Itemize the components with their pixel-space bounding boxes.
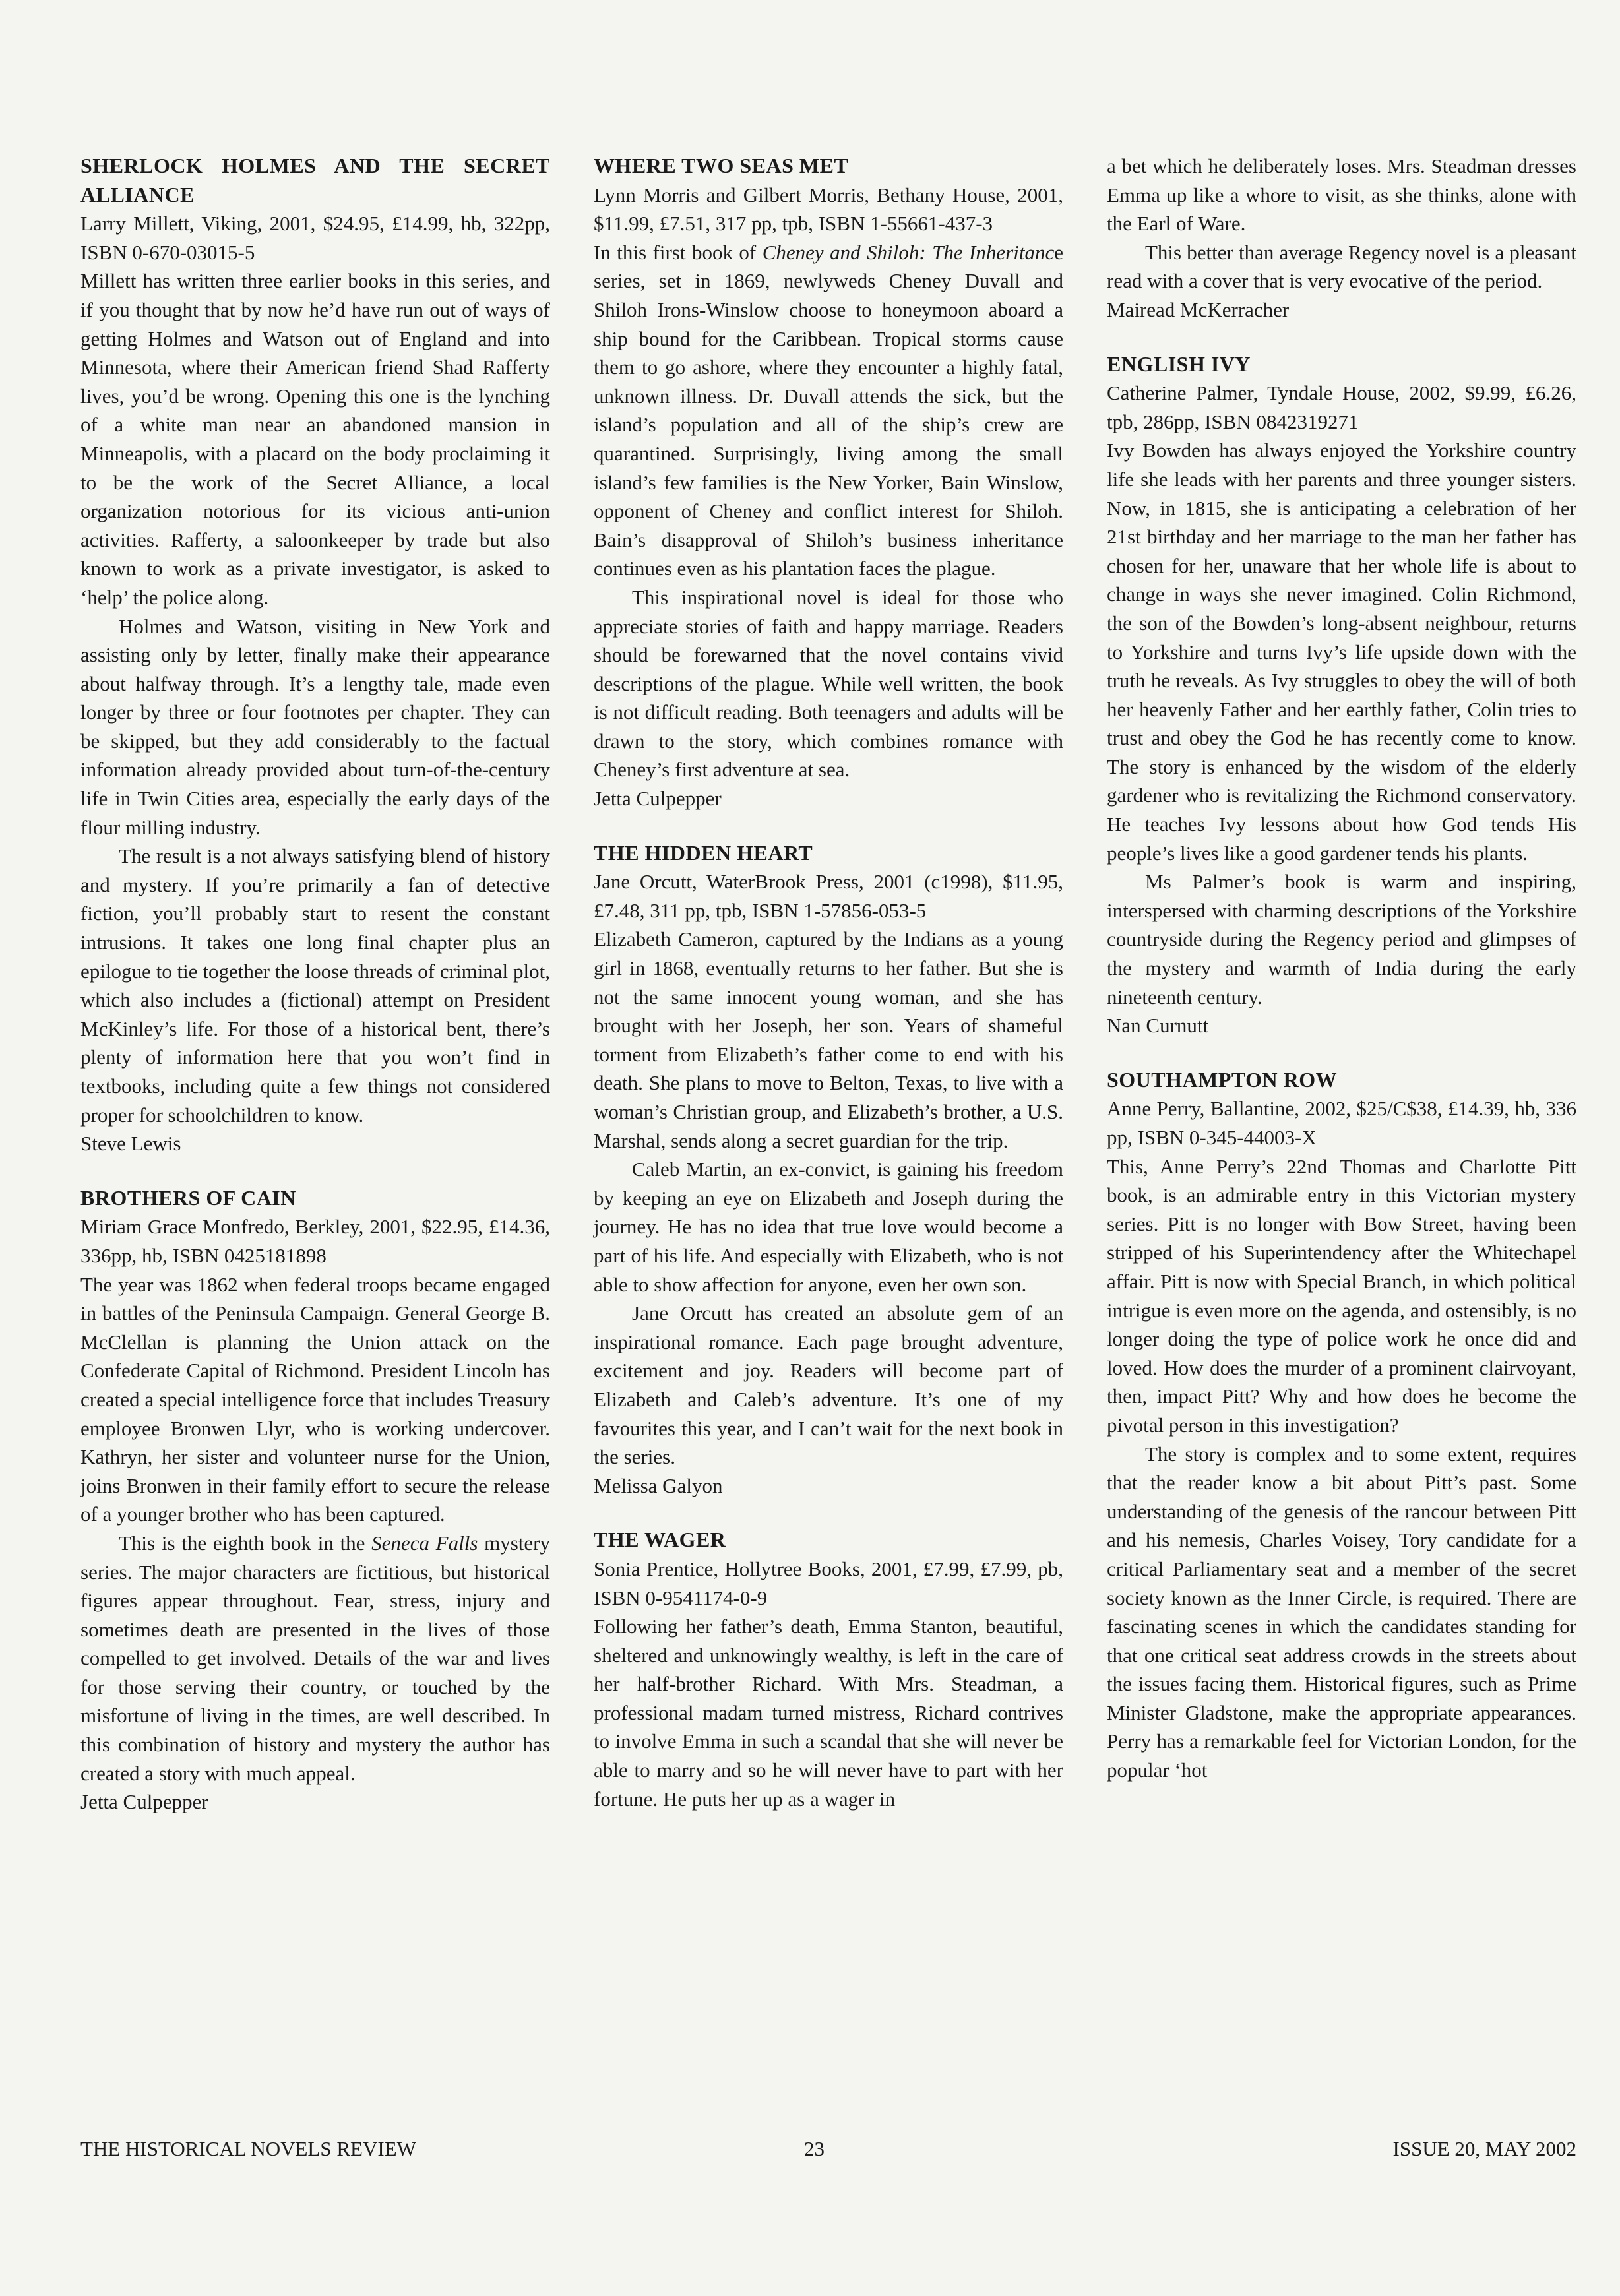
review-biblio: Lynn Morris and Gilbert Morris, Bethany House, 2001, $11.99, £7.51, 317 pp, tpb, ISBN 1-55661-437-3 xyxy=(594,183,1063,235)
review-title: BROTHERS OF CAIN xyxy=(80,1185,296,1210)
review-paragraph: This better than average Regency novel is a pleasant read with a cover that is very evocative of the period. xyxy=(1107,240,1576,293)
review-the-wager-continued xyxy=(1107,152,1576,325)
review-paragraph: The result is a not always satisfying blend of history and mystery. If you’re primarily a fan of detective fiction, you’ll probably start to resent the constant intrusions. It takes one long final chapter plus an epilogue to tie together the loose threads of criminal plot, which also includes a (fictional) attempt on President McKinley’s life. For those of a historical bent, there’s plenty of information here that you won’t find in textbooks, including quite a few things not considered proper for schoolchildren to know. xyxy=(80,844,550,1127)
review-the-hidden-heart xyxy=(594,839,1063,1501)
review-paragraph: a bet which he deliberately loses. Mrs. Steadman dresses Emma up like a whore to visit, as she thinks, alone with the Earl of Ware. xyxy=(1107,154,1576,235)
review-biblio: Miriam Grace Monfredo, Berkley, 2001, $22.95, £14.36, 336pp, hb, ISBN 0425181898 xyxy=(80,1215,550,1267)
reviewer-name: Steve Lewis xyxy=(80,1132,181,1156)
series-title: Cheney and Shiloh: The Inheritanc xyxy=(762,240,1055,264)
publication-name: THE HISTORICAL NOVELS REVIEW xyxy=(80,2137,416,2160)
text-run: mystery series. The major characters are fictitious, but historical figures appear throughout. Fear, stress, injury and sometimes death are presented in the lives of those compelled to get involved. Details of the war and lives for those serving their country, or touched by the misfortune of living in the times, are well described. In this combination of history and mystery the author has created a story with much appeal. xyxy=(80,1531,550,1785)
review-title: THE HIDDEN HEART xyxy=(594,840,813,865)
reviewer-name: Melissa Galyon xyxy=(594,1474,723,1497)
reviewer-name: Jetta Culpepper xyxy=(80,1790,208,1814)
text-run: This is the eighth book in the xyxy=(119,1531,372,1555)
review-paragraph xyxy=(594,238,1063,583)
review-the-wager xyxy=(594,1526,1063,1813)
reviewer-name: Nan Curnutt xyxy=(1107,1014,1209,1038)
text-run: e series, set in 1869, newlyweds Cheney Duvall and Shiloh Irons-Winslow choose to honeymoon aboard a ship bound for the Caribbean. Tropical storms cause them to go ashore, where they encounter a highly fatal, unknown illness. Dr. Duvall attends the sick, but the island’s population and all of the ship’s crew are quarantined. Surprisingly, living among the small island’s few families is the New Yorker, Bain Winslow, opponent of Cheney and conflict interest for Shiloh. Bain’s disapproval of Shiloh’s business inheritance continues even as his plantation faces the plague. xyxy=(594,240,1063,580)
review-title: SHERLOCK HOLMES AND THE SECRET ALLIANCE xyxy=(80,154,550,206)
review-english-ivy xyxy=(1107,350,1576,1040)
review-title: SOUTHAMPTON ROW xyxy=(1107,1067,1338,1092)
review-biblio: Anne Perry, Ballantine, 2002, $25/C$38, £14.39, hb, 336 pp, ISBN 0-345-44003-X xyxy=(1107,1097,1576,1149)
review-paragraph: Ivy Bowden has always enjoyed the Yorkshire country life she leads with her parents and three younger sisters. Now, in 1815, she is anticipating a celebration of her 21st birthday and her marriage to the man her father has chosen for her, unaware that her whole life is about to change in ways she never imagined. Colin Richmond, the son of the Bowden’s long-absent neighbour, returns to Yorkshire and turns Ivy’s life upside down with the truth he reveals. As Ivy struggles to obey the will of both her heavenly Father and her earthly father, Colin tries to trust and obey the God he has recently come to know. The story is enhanced by the wisdom of the elderly gardener who is revitalizing the Richmond conservatory. He teaches Ivy lessons about how God tends His people’s lives like a good gardener tends his plants. xyxy=(1107,439,1576,865)
review-sherlock-holmes xyxy=(80,152,550,1158)
review-biblio: Catherine Palmer, Tyndale House, 2002, $9.99, £6.26, tpb, 286pp, ISBN 0842319271 xyxy=(1107,381,1576,433)
review-title: WHERE TWO SEAS MET xyxy=(594,154,849,177)
review-paragraph xyxy=(80,1529,550,1787)
review-biblio: Sonia Prentice, Hollytree Books, 2001, £7.99, £7.99, pb, ISBN 0-9541174-0-9 xyxy=(594,1557,1063,1609)
page-number: 23 xyxy=(804,2137,825,2160)
review-paragraph: The story is complex and to some extent, requires that the reader know a bit about Pitt’s past. Some understanding of the genesis of the rancour between Pitt and his nemesis, Charles Voisey, Tory candidate for a critical Parliamentary seat and a member of the secret society known as the Inner Circle, is required. There are fascinating scenes in which the candidates standing for that one critical seat address crowds in the streets about the issues facing them. Historical figures, such as Prime Minister Gladstone, make the appropriate appearances. Perry has a remarkable feel for Victorian London, for the popular ‘hot xyxy=(1107,1442,1576,1782)
column-2 xyxy=(594,152,1063,1813)
review-title: ENGLISH IVY xyxy=(1107,352,1251,376)
reviewer-name: Jetta Culpepper xyxy=(594,787,722,811)
review-where-two-seas-met xyxy=(594,152,1063,813)
review-brothers-of-cain xyxy=(80,1184,550,1816)
review-title: THE WAGER xyxy=(594,1528,726,1552)
review-paragraph: The year was 1862 when federal troops became engaged in battles of the Peninsula Campaign. General George B. McClellan is planning the Union attack on the Confederate Capital of Richmond. President Lincoln has created a special intelligence force that includes Treasury employee Bronwen Llyr, who is working undercover. Kathryn, her sister and volunteer nurse for the Union, joins Bronwen in their family effort to secure the release of a younger brother who has been captured. xyxy=(80,1272,550,1526)
review-paragraph: Caleb Martin, an ex-convict, is gaining his freedom by keeping an eye on Elizabeth and Joseph during the journey. He has no idea that true love would become a part of his life. And especially with Elizabeth, who is not able to show affection for anyone, even her own son. xyxy=(594,1158,1063,1296)
review-paragraph: Ms Palmer’s book is warm and inspiring, interspersed with charming descriptions of the Yorkshire countryside during the Regency period and glimpses of the mystery and warmth of India during the early nineteenth century. xyxy=(1107,870,1576,1008)
reviewer-name: Mairead McKerracher xyxy=(1107,297,1290,321)
text-run: In this first book of xyxy=(594,240,763,264)
review-paragraph: Millett has written three earlier books in this series, and if you thought that by now he’d have run out of ways of getting Holmes and Watson out of England and into Minnesota, where their American friend Shad Rafferty lives, you’d be wrong. Opening this one is the lynching of a white man near an abandoned mansion in Minneapolis, with a placard on the body proclaiming it to be the work of the Secret Alliance, a local organization notorious for its vicious anti-union activities. Rafferty, a saloonkeeper by trade but also known to work as a private investigator, is asked to ‘help’ the police along. xyxy=(80,269,550,609)
review-biblio: Jane Orcutt, WaterBrook Press, 2001 (c1998), $11.95, £7.48, 311 pp, tpb, ISBN 1-57856-053-5 xyxy=(594,870,1063,922)
column-1 xyxy=(80,152,550,1816)
review-paragraph: Jane Orcutt has created an absolute gem of an inspirational romance. Each page brought adventure, excitement and joy. Readers will become part of Elizabeth and Caleb’s adventure. It’s one of my favourites this year, and I can’t wait for the next book in the series. xyxy=(594,1301,1063,1469)
column-3 xyxy=(1107,152,1576,1785)
review-paragraph: This inspirational novel is ideal for those who appreciate stories of faith and happy marriage. Readers should be forewarned that the novel contains vivid descriptions of the plague. While well written, the book is not difficult reading. Both teenagers and adults will be drawn to the story, which combines romance with Cheney’s first adventure at sea. xyxy=(594,585,1063,782)
review-paragraph: Holmes and Watson, visiting in New York and assisting only by letter, finally make their appearance about halfway through. It’s a lengthy tale, made even longer by three or four footnotes per chapter. They can be skipped, but they add considerably to the factual information already provided about turn-of-the-century life in Twin Cities area, especially the early days of the flour milling industry. xyxy=(80,614,550,839)
review-paragraph: Following her father’s death, Emma Stanton, beautiful, sheltered and unknowingly wealthy, is left in the care of her half-brother Richard. With Mrs. Steadman, a professional madam turned mistress, Richard contrives to involve Emma in such a scandal that she will never be able to marry and so he will never have to part with her fortune. He puts her up as a wager in xyxy=(594,1615,1063,1811)
review-biblio: Larry Millett, Viking, 2001, $24.95, £14.99, hb, 322pp, ISBN 0-670-03015-5 xyxy=(80,212,550,264)
review-southampton-row xyxy=(1107,1066,1576,1785)
issue-label: ISSUE 20, MAY 2002 xyxy=(1392,2137,1576,2160)
review-paragraph: Elizabeth Cameron, captured by the Indians as a young girl in 1868, eventually returns to her father. But she is not the same innocent young woman, and she has brought with her Joseph, her son. Years of shameful torment from Elizabeth’s father come to end with his death. She plans to move to Belton, Texas, to live with a woman’s Christian group, and Elizabeth’s brother, a U.S. Marshal, sends along a secret guardian for the trip. xyxy=(594,927,1063,1152)
review-paragraph: This, Anne Perry’s 22nd Thomas and Charlotte Pitt book, is an admirable entry in this Victorian mystery series. Pitt is no longer with Bow Street, having been stripped of his Superintendency after the Whitechapel affair. Pitt is now with Special Branch, in which political intrigue is even more on the agenda, and ostensibly, is no longer doing the type of police work he once did and loved. How does the murder of a prominent clairvoyant, then, impact Pitt? Why and how does he become the pivotal person in this investigation? xyxy=(1107,1154,1576,1437)
series-title: Seneca Falls xyxy=(371,1531,478,1555)
